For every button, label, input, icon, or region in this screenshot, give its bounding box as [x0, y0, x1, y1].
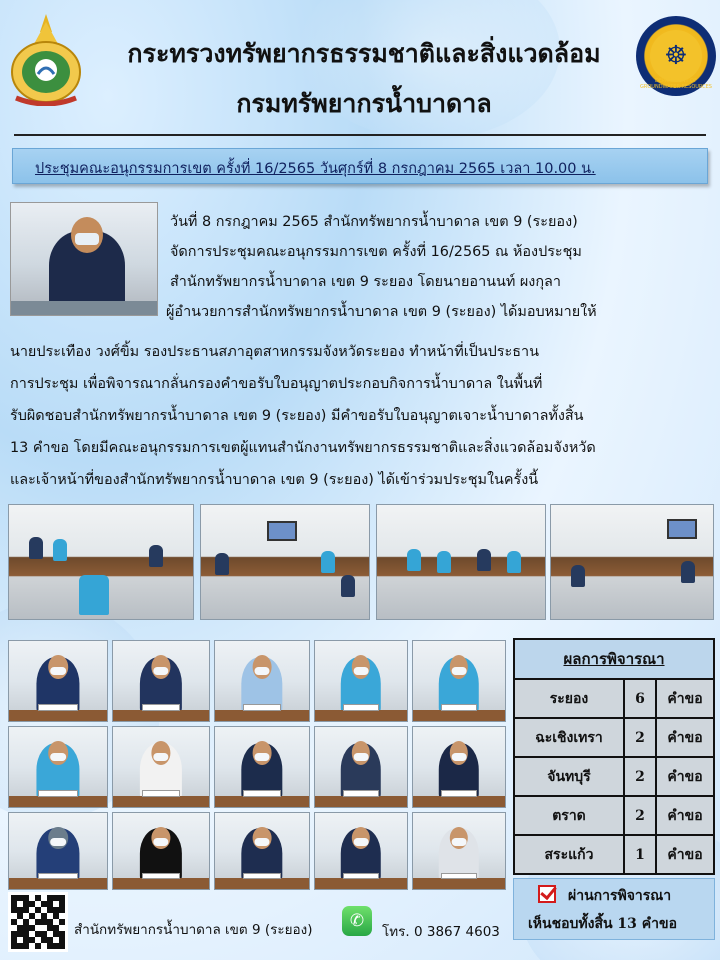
count-cell: 2 [624, 757, 656, 796]
participant-photo [314, 726, 408, 808]
participant-photo [412, 812, 506, 890]
article-line-2: จัดการประชุมคณะอนุกรรมการเขต ครั้งที่ 16/2565 ณ ห้องประชุม [170, 244, 582, 260]
participant-photo [8, 640, 108, 722]
phone-icon: ✆ [342, 906, 372, 936]
participant-photo [214, 640, 310, 722]
meeting-banner [12, 148, 708, 184]
article-line-4: ผู้อำนวยการสำนักทรัพยากรน้ำบาดาล เขต 9 (ระยอง) ได้มอบหมายให้ [166, 304, 597, 320]
unit-cell: คำขอ [656, 796, 714, 835]
participant-photo [8, 726, 108, 808]
participant-photo [112, 726, 210, 808]
results-table [513, 638, 715, 875]
count-cell: 2 [624, 796, 656, 835]
table-row [514, 718, 714, 757]
participant-photo [8, 812, 108, 890]
participant-photo [412, 640, 506, 722]
province-cell: ระยอง [514, 679, 624, 718]
article-line-6: การประชุม เพื่อพิจารณากลั่นกรองคำขอรับใบอนุญาตประกอบกิจการน้ำบาดาล ในพื้นที่ [10, 376, 543, 392]
participant-photo [412, 726, 506, 808]
participant-photo [214, 726, 310, 808]
checked-box-icon [538, 885, 556, 903]
department-title: กรมทรัพยากรน้ำบาดาล [236, 89, 492, 118]
province-cell: จันทบุรี [514, 757, 624, 796]
table-row [514, 835, 714, 874]
unit-cell: คำขอ [656, 679, 714, 718]
province-cell: ฉะเชิงเทรา [514, 718, 624, 757]
participant-photo [112, 640, 210, 722]
province-cell: ตราด [514, 796, 624, 835]
article-line-1: วันที่ 8 กรกฎาคม 2565 สำนักทรัพยากรน้ำบาดาล เขต 9 (ระยอง) [170, 214, 578, 230]
results-heading: ผลการพิจารณา [514, 639, 714, 679]
count-cell: 2 [624, 718, 656, 757]
table-row [514, 679, 714, 718]
ministry-title: กระทรวงทรัพยากรธรรมชาติและสิ่งแวดล้อม [127, 39, 601, 68]
count-cell: 6 [624, 679, 656, 718]
meeting-photo-4 [550, 504, 714, 620]
unit-cell: คำขอ [656, 718, 714, 757]
department-seal-icon: ☸ DEPARTMENT OF GROUNDWATER RESOURCES [636, 16, 716, 96]
approval-line-2: เห็นชอบทั้งสิ้น 13 คำขอ [528, 916, 677, 932]
qr-code-icon[interactable] [8, 892, 68, 952]
meeting-photo-2 [200, 504, 370, 620]
article-line-3: สำนักทรัพยากรน้ำบาดาล เขต 9 ระยอง โดยนายอานนท์ ผงกุลา [170, 274, 561, 290]
participant-photo [214, 812, 310, 890]
count-cell: 1 [624, 835, 656, 874]
participant-photo [314, 640, 408, 722]
table-row [514, 757, 714, 796]
meeting-photo-1 [8, 504, 194, 620]
meeting-photo-3 [376, 504, 546, 620]
ministry-emblem-icon [8, 14, 84, 106]
article-line-7: รับผิดชอบสำนักทรัพยากรน้ำบาดาล เขต 9 (ระยอง) มีคำขอรับใบอนุญาตเจาะน้ำบาดาลทั้งสิ้น [10, 408, 584, 424]
province-cell: สระแก้ว [514, 835, 624, 874]
unit-cell: คำขอ [656, 835, 714, 874]
seal-ring-text: DEPARTMENT OF GROUNDWATER RESOURCES [640, 78, 712, 90]
office-name: สำนักทรัพยากรน้ำบาดาล เขต 9 (ระยอง) [74, 922, 313, 938]
article-line-8: 13 คำขอ โดยมีคณะอนุกรรมการเขตผู้แทนสำนักงานทรัพยากรธรรมชาติและสิ่งแวดล้อมจังหวัด [10, 440, 596, 456]
meeting-banner-text: ประชุมคณะอนุกรรมการเขต ครั้งที่ 16/2565 วันศุกร์ที่ 8 กรกฎาคม 2565 เวลา 10.00 น. [35, 161, 596, 177]
approval-summary [513, 878, 715, 940]
participant-photo [314, 812, 408, 890]
table-row [514, 796, 714, 835]
header-divider [14, 134, 706, 136]
phone-number: โทร. 0 3867 4603 [382, 924, 500, 940]
article-line-5: นายประเทือง วงศ์ขิ้ม รองประธานสภาอุตสาหกรรมจังหวัดระยอง ทำหน้าที่เป็นประธาน [10, 344, 539, 360]
article-line-9: และเจ้าหน้าที่ของสำนักทรัพยากรน้ำบาดาล เขต 9 (ระยอง) ได้เข้าร่วมประชุมในครั้งนี้ [10, 472, 539, 488]
unit-cell: คำขอ [656, 757, 714, 796]
approval-line-1: ผ่านการพิจารณา [568, 888, 672, 904]
chairperson-photo [10, 202, 158, 316]
participant-photo [112, 812, 210, 890]
